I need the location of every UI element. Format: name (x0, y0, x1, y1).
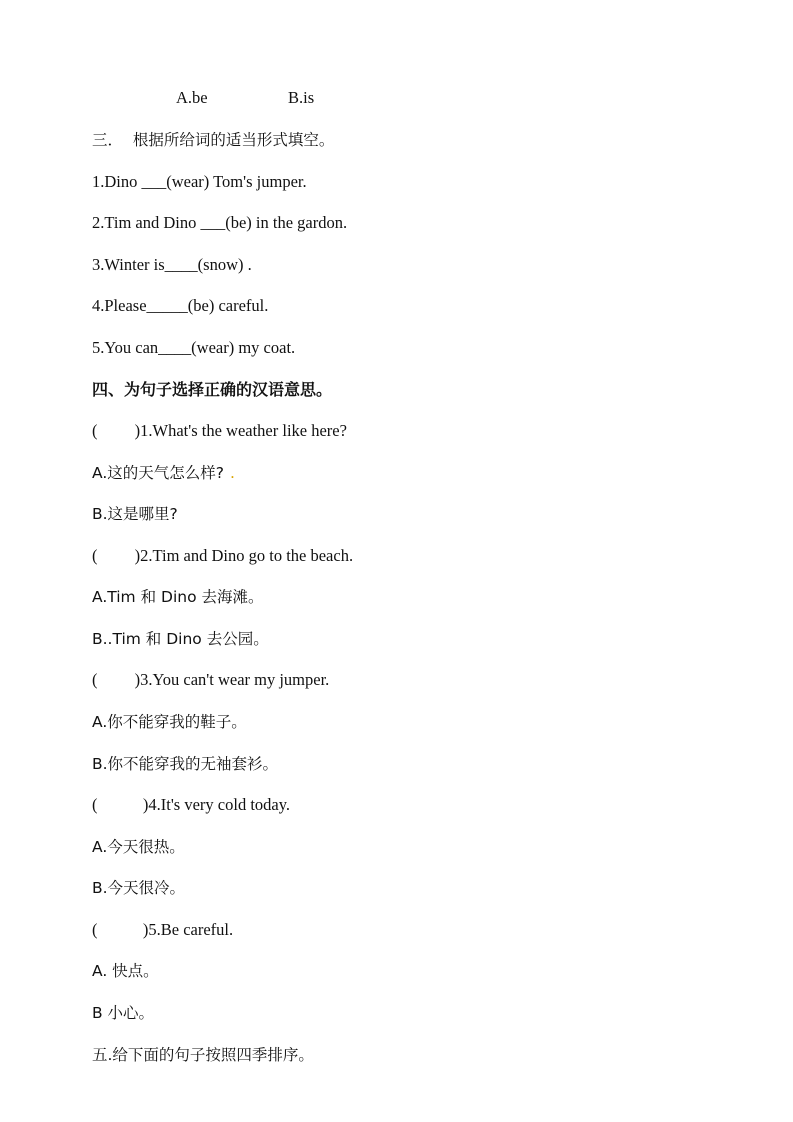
option-b: B.is (288, 88, 315, 107)
question-1: ( )1.What's the weather like here? (92, 421, 347, 440)
question-1-option-a (92, 463, 235, 483)
option-a: A.be (176, 88, 208, 107)
question-5: ( )5.Be careful. (92, 920, 234, 939)
section3-item-3: 3.Winter is____(snow) . (92, 255, 252, 274)
section3-item-1: 1.Dino ___(wear) Tom's jumper. (92, 172, 307, 191)
question-4-option-a: A.今天很热。 (92, 838, 185, 856)
section5-title: 五.给下面的句子按照四季排序。 (92, 1046, 314, 1064)
question-1-option-b: B.这是哪里? (92, 505, 178, 523)
question-3-option-b: B.你不能穿我的无袖套衫。 (92, 755, 279, 773)
question-3-option-a: A.你不能穿我的鞋子。 (92, 713, 247, 731)
section3-title: 三． 根据所给词的适当形式填空。 (92, 131, 335, 149)
stray-mark: . (230, 464, 235, 482)
question-5-option-a: A. 快点。 (92, 962, 159, 980)
question-2-option-b: B..Tim 和 Dino 去公园。 (92, 630, 269, 648)
question-5-option-b: B 小心。 (92, 1004, 155, 1022)
section3-item-2: 2.Tim and Dino ___(be) in the gardon. (92, 213, 348, 232)
section4-title: 四、为句子选择正确的汉语意思。 (92, 380, 333, 399)
section3-item-4: 4.Please_____(be) careful. (92, 296, 269, 315)
question-2: ( )2.Tim and Dino go to the beach. (92, 546, 354, 565)
question-2-option-a: A.Tim 和 Dino 去海滩。 (92, 588, 264, 606)
section3-item-5: 5.You can____(wear) my coat. (92, 338, 296, 357)
question-1-option-a-text: A.这的天气怎么样? (92, 464, 224, 482)
question-3: ( )3.You can't wear my jumper. (92, 670, 330, 689)
question-4: ( )4.It's very cold today. (92, 795, 291, 814)
question-4-option-b: B.今天很冷。 (92, 879, 186, 897)
